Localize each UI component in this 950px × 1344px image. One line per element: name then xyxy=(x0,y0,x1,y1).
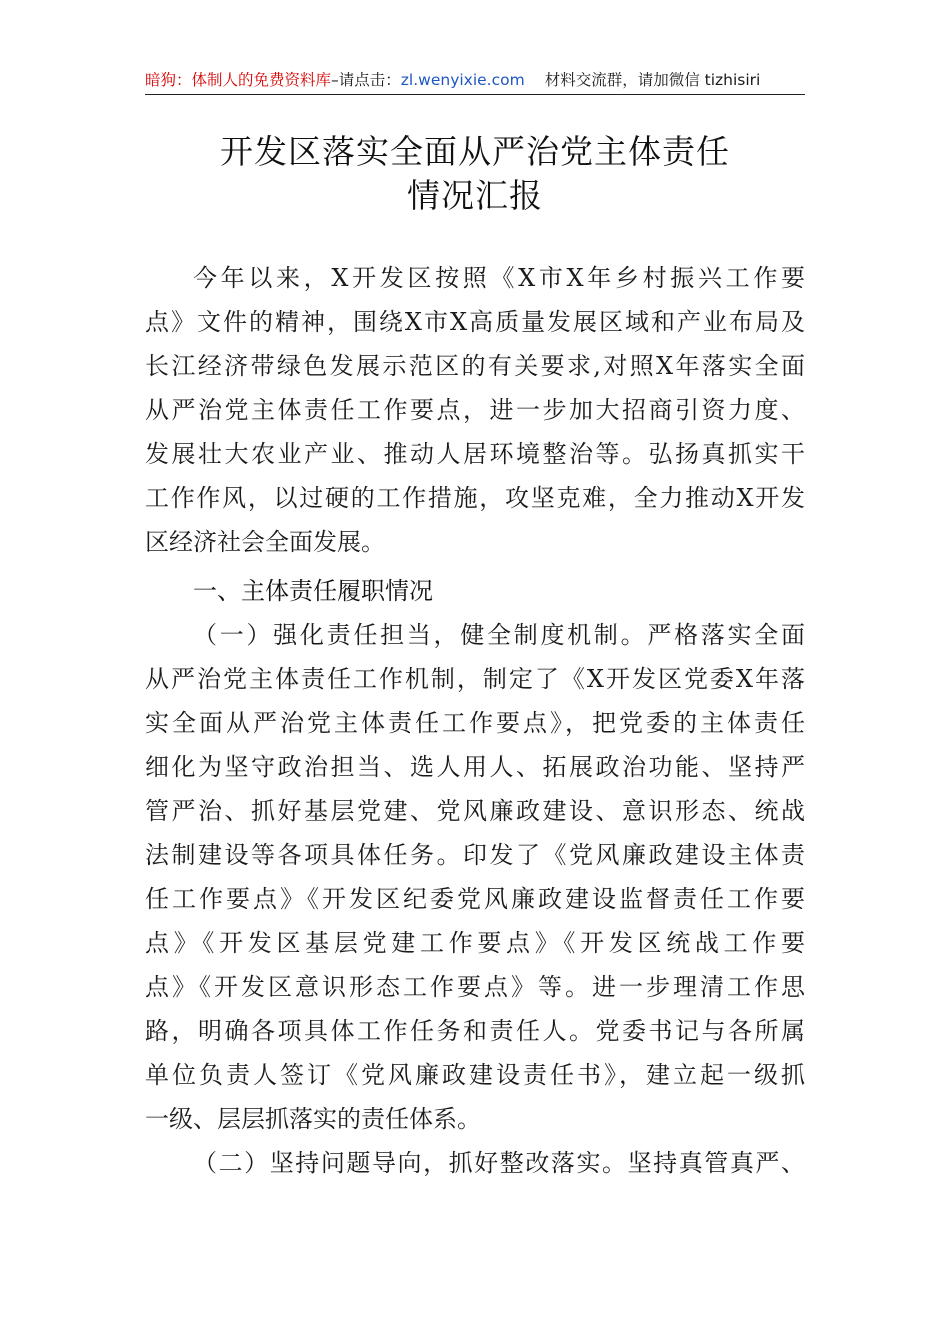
document-title-line-1: 开发区落实全面从严治党主体责任 xyxy=(220,132,730,171)
intro-line: 点》文件的精神，围绕X市X高质量发展区域和产业布局及 xyxy=(145,308,805,336)
paragraph-line: 点》《开发区基层党建工作要点》《开发区统战工作要 xyxy=(145,929,805,957)
paragraph-line: 细化为坚守政治担当、选人用人、拓展政治功能、坚持严 xyxy=(145,753,805,781)
intro-line: 从严治党主体责任工作要点，进一步加大招商引资力度、 xyxy=(145,396,805,424)
intro-line: 发展壮大农业产业、推动人居环境整治等。弘扬真抓实干 xyxy=(145,440,805,468)
paragraph-line: （二）坚持问题导向，抓好整改落实。坚持真管真严、 xyxy=(193,1149,805,1177)
website-link[interactable]: zl.wenyixie.com xyxy=(400,71,525,89)
click-prefix-text: –请点击： xyxy=(331,71,401,89)
brand-text: 暗狗：体制人的免费资料库 xyxy=(145,71,332,89)
intro-line: 工作作风，以过硬的工作措施，攻坚克难，全力推动X开发 xyxy=(145,484,805,512)
paragraph-line: 一级、层层抓落实的责任体系。 xyxy=(145,1105,481,1133)
intro-line: 区经济社会全面发展。 xyxy=(145,528,385,556)
paragraph-line: 管严治、抓好基层党建、党风廉政建设、意识形态、统战 xyxy=(145,797,805,825)
paragraph-line: 从严治党主体责任工作机制，制定了《X开发区党委X年落 xyxy=(145,665,805,693)
paragraph-line: 路，明确各项具体工作任务和责任人。党委书记与各所属 xyxy=(145,1017,805,1045)
intro-line: 长江经济带绿色发展示范区的有关要求,对照X年落实全面 xyxy=(145,352,805,380)
paragraph-line: 法制建设等各项具体任务。印发了《党风廉政建设主体责 xyxy=(145,841,805,869)
header-banner xyxy=(145,68,805,92)
paragraph-line: 点》《开发区意识形态工作要点》等。进一步理清工作思 xyxy=(145,973,805,1001)
document-title-line-2: 情况汇报 xyxy=(407,176,543,215)
intro-line: 今年以来，X开发区按照《X市X年乡村振兴工作要 xyxy=(193,264,805,292)
paragraph-line: （一）强化责任担当，健全制度机制。严格落实全面 xyxy=(193,621,805,649)
header-divider xyxy=(145,94,805,95)
paragraph-line: 实全面从严治党主体责任工作要点》，把党委的主体责任 xyxy=(145,709,805,737)
paragraph-line: 任工作要点》《开发区纪委党风廉政建设监督责任工作要 xyxy=(145,885,805,913)
contact-text: 材料交流群，请加微信 tizhisiri xyxy=(544,71,761,89)
section-heading: 一、主体责任履职情况 xyxy=(193,577,433,605)
paragraph-line: 单位负责人签订《党风廉政建设责任书》，建立起一级抓 xyxy=(145,1061,805,1089)
